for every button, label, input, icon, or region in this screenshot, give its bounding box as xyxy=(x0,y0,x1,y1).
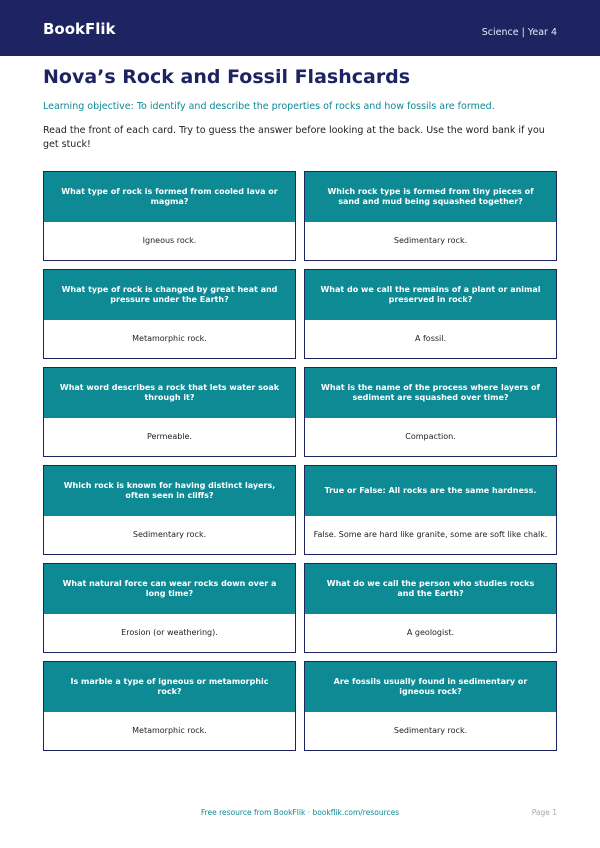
flashcard xyxy=(304,171,557,261)
flashcard xyxy=(43,563,296,653)
card-question: What type of rock is changed by great heat and pressure under the Earth? xyxy=(44,270,295,320)
card-question: What do we call the remains of a plant or animal preserved in rock? xyxy=(305,270,556,320)
card-question: What do we call the person who studies rocks and the Earth? xyxy=(305,564,556,614)
card-question: What word describes a rock that lets water soak through it? xyxy=(44,368,295,418)
subject-year-label: Science | Year 4 xyxy=(481,27,557,38)
flashcard-grid xyxy=(43,171,557,751)
card-answer: Erosion (or weathering). xyxy=(121,628,218,637)
card-answer: Metamorphic rock. xyxy=(132,334,207,343)
card-answer: False. Some are hard like granite, some are soft like chalk. xyxy=(313,530,548,539)
card-question: Are fossils usually found in sedimentary or igneous rock? xyxy=(305,662,556,712)
card-question: What type of rock is formed from cooled lava or magma? xyxy=(44,172,295,222)
flashcard xyxy=(43,661,296,751)
flashcard xyxy=(304,269,557,359)
card-answer: Sedimentary rock. xyxy=(393,236,468,245)
flashcard xyxy=(304,563,557,653)
card-answer: A geologist. xyxy=(406,628,455,637)
card-answer: Metamorphic rock. xyxy=(132,726,207,735)
brand-logo[interactable]: BookFlik xyxy=(43,20,116,38)
card-answer: Sedimentary rock. xyxy=(132,530,207,539)
page-number: Page 1 xyxy=(531,808,557,817)
page-header xyxy=(0,0,600,56)
card-question: Which rock is known for having distinct layers, often seen in cliffs? xyxy=(44,466,295,516)
flashcard xyxy=(304,661,557,751)
learning-objective: Learning objective: To identify and describe the properties of rocks and how fossils are formed. xyxy=(43,101,495,112)
flashcard xyxy=(43,465,296,555)
card-question: What is the name of the process where layers of sediment are squashed over time? xyxy=(305,368,556,418)
card-question: Is marble a type of igneous or metamorphic rock? xyxy=(44,662,295,712)
card-question: Which rock type is formed from tiny pieces of sand and mud being squashed together? xyxy=(305,172,556,222)
flashcard xyxy=(43,171,296,261)
flashcard xyxy=(304,367,557,457)
card-answer: Permeable. xyxy=(147,432,192,441)
flashcard xyxy=(43,269,296,359)
page-title: Nova’s Rock and Fossil Flashcards xyxy=(43,66,411,88)
card-answer: Compaction. xyxy=(405,432,456,441)
card-answer: Igneous rock. xyxy=(142,236,197,245)
card-answer: Sedimentary rock. xyxy=(393,726,468,735)
footer-resource-link[interactable]: Free resource from BookFlik · bookflik.com/resources xyxy=(200,808,400,817)
flashcard xyxy=(43,367,296,457)
card-answer: A fossil. xyxy=(414,334,447,343)
card-question: What natural force can wear rocks down over a long time? xyxy=(44,564,295,614)
card-question: True or False: All rocks are the same hardness. xyxy=(305,466,556,516)
flashcard xyxy=(304,465,557,555)
instructions-text: Read the front of each card. Try to guess the answer before looking at the back. Use the word bank if you get stuck! xyxy=(43,125,545,150)
